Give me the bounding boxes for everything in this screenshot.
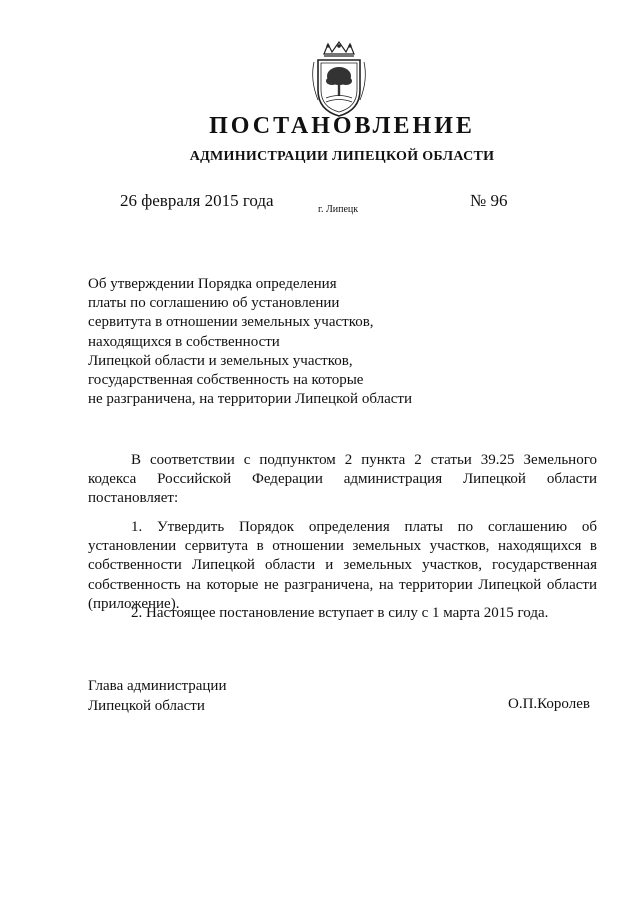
subject-line: находящихся в собственности <box>88 333 280 350</box>
item-1-line: 1. Утвердить Порядок определения платы по соглашению об <box>131 519 597 535</box>
item-1-line: установлении сервитута в отношении земельных участков, находящихся в <box>88 538 597 555</box>
document-city: г. Липецк <box>318 204 359 215</box>
document-number: № 96 <box>470 191 508 210</box>
subject-line: сервитута в отношении земельных участков, <box>88 314 374 331</box>
document-subject <box>88 275 412 409</box>
subject-line: не разграничена, на территории Липецкой области <box>88 391 412 408</box>
item-1-paragraph <box>88 518 597 614</box>
item-2-paragraph <box>88 604 597 623</box>
item-2-line: 2. Настоящее постановление вступает в силу с 1 марта 2015 года. <box>131 605 549 621</box>
preamble-line: В соответствии с подпунктом 2 пункта 2 статьи 39.25 Земельного <box>131 452 597 468</box>
item-1-line: (приложение). <box>88 595 180 612</box>
item-1-line: собственность на которые не разграничена, на территории Липецкой области <box>88 576 597 593</box>
subject-line: государственная собственность на которые <box>88 372 364 389</box>
document-title: ПОСТАНОВЛЕНИЕ <box>209 113 475 139</box>
preamble-paragraph <box>88 451 597 509</box>
signature-position-line: Глава администрации <box>88 678 227 694</box>
signature-name: О.П.Королев <box>508 696 590 712</box>
preamble-line: постановляет: <box>88 490 179 507</box>
item-1-line: собственности Липецкой области и земельных участков, государственная <box>88 557 597 574</box>
coat-of-arms-emblem <box>304 40 374 118</box>
document-date: 26 февраля 2015 года <box>120 191 274 210</box>
document-subtitle: АДМИНИСТРАЦИИ ЛИПЕЦКОЙ ОБЛАСТИ <box>189 149 495 164</box>
subject-line: Липецкой области и земельных участков, <box>88 352 353 369</box>
signature-position-line: Липецкой области <box>88 697 205 714</box>
signature-position <box>88 677 226 716</box>
preamble-line: кодекса Российской Федерации администрация Липецкой области <box>88 471 597 488</box>
subject-line: платы по соглашению об установлении <box>88 295 340 312</box>
subject-line: Об утверждении Порядка определения <box>88 276 337 292</box>
